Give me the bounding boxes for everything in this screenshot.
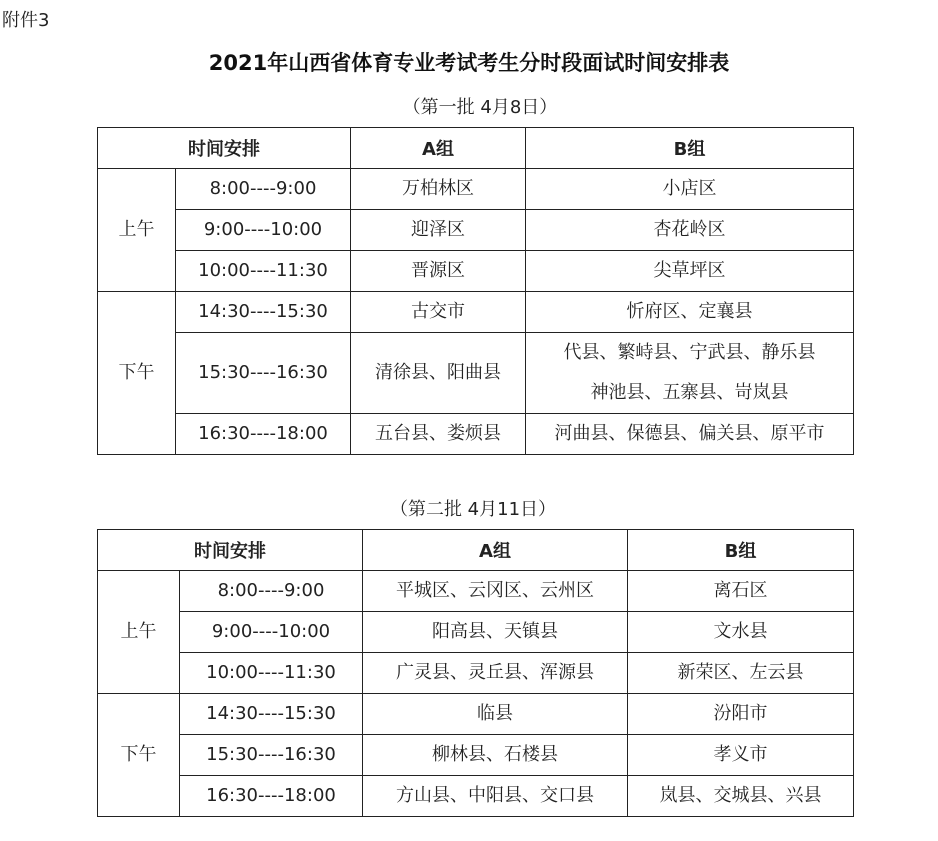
attachment-label: 附件3	[2, 10, 50, 31]
group-a-cell: 临县	[363, 694, 628, 735]
table-row	[98, 776, 854, 817]
table-header-row	[98, 530, 854, 571]
group-a-cell: 柳林县、石楼县	[363, 735, 628, 776]
table-row	[98, 210, 854, 251]
period-morning: 上午	[98, 169, 176, 292]
table-row	[98, 414, 854, 455]
table-row	[98, 251, 854, 292]
group-b-cell: 孝义市	[628, 735, 854, 776]
group-a-cell: 万柏林区	[351, 169, 526, 210]
time-cell: 8:00----9:00	[176, 169, 351, 210]
group-b-cell: 杏花岭区	[526, 210, 854, 251]
period-morning: 上午	[98, 571, 180, 694]
group-a-cell: 广灵县、灵丘县、浑源县	[363, 653, 628, 694]
time-cell: 8:00----9:00	[180, 571, 363, 612]
batch2-schedule-table	[97, 529, 854, 817]
group-b-cell: 岚县、交城县、兴县	[628, 776, 854, 817]
group-b-cell: 汾阳市	[628, 694, 854, 735]
table-header-row	[98, 128, 854, 169]
group-a-cell: 五台县、娄烦县	[351, 414, 526, 455]
group-b-cell: 忻府区、定襄县	[526, 292, 854, 333]
period-afternoon: 下午	[98, 292, 176, 455]
header-time: 时间安排	[98, 128, 351, 169]
time-cell: 10:00----11:30	[176, 251, 351, 292]
group-b-cell: 新荣区、左云县	[628, 653, 854, 694]
table-row	[98, 292, 854, 333]
table-row	[98, 169, 854, 210]
time-cell: 9:00----10:00	[180, 612, 363, 653]
header-group-a: A组	[351, 128, 526, 169]
group-a-cell: 迎泽区	[351, 210, 526, 251]
group-b-cell: 尖草坪区	[526, 251, 854, 292]
batch2-label: （第二批 4月11日）	[389, 499, 557, 520]
group-a-cell: 古交市	[351, 292, 526, 333]
time-cell: 14:30----15:30	[176, 292, 351, 333]
time-cell: 9:00----10:00	[176, 210, 351, 251]
group-a-cell: 阳高县、天镇县	[363, 612, 628, 653]
table-row	[98, 653, 854, 694]
group-b-line-1: 代县、繁峙县、宁武县、静乐县	[563, 342, 816, 363]
table-row	[98, 694, 854, 735]
group-b-cell: 文水县	[628, 612, 854, 653]
header-group-b: B组	[526, 128, 854, 169]
group-a-cell: 晋源区	[351, 251, 526, 292]
group-a-cell: 清徐县、阳曲县	[351, 333, 526, 414]
period-afternoon: 下午	[98, 694, 180, 817]
group-a-cell: 平城区、云冈区、云州区	[363, 571, 628, 612]
time-cell: 15:30----16:30	[180, 735, 363, 776]
header-group-b: B组	[628, 530, 854, 571]
group-b-cell: 小店区	[526, 169, 854, 210]
time-cell: 16:30----18:00	[176, 414, 351, 455]
page-title: 2021年山西省体育专业考试考生分时段面试时间安排表	[208, 51, 730, 75]
table-row	[98, 571, 854, 612]
batch1-label: （第一批 4月8日）	[402, 97, 558, 118]
table-row	[98, 333, 854, 414]
table-row	[98, 735, 854, 776]
header-group-a: A组	[363, 530, 628, 571]
time-cell: 16:30----18:00	[180, 776, 363, 817]
batch1-schedule-table	[97, 127, 854, 455]
time-cell: 14:30----15:30	[180, 694, 363, 735]
group-b-cell: 河曲县、保德县、偏关县、原平市	[526, 414, 854, 455]
time-cell: 10:00----11:30	[180, 653, 363, 694]
table-row	[98, 612, 854, 653]
group-a-cell: 方山县、中阳县、交口县	[363, 776, 628, 817]
group-b-cell: 离石区	[628, 571, 854, 612]
time-cell: 15:30----16:30	[176, 333, 351, 414]
header-time: 时间安排	[98, 530, 363, 571]
group-b-cell	[526, 333, 854, 414]
group-b-line-2: 神池县、五寨县、岢岚县	[590, 382, 789, 403]
